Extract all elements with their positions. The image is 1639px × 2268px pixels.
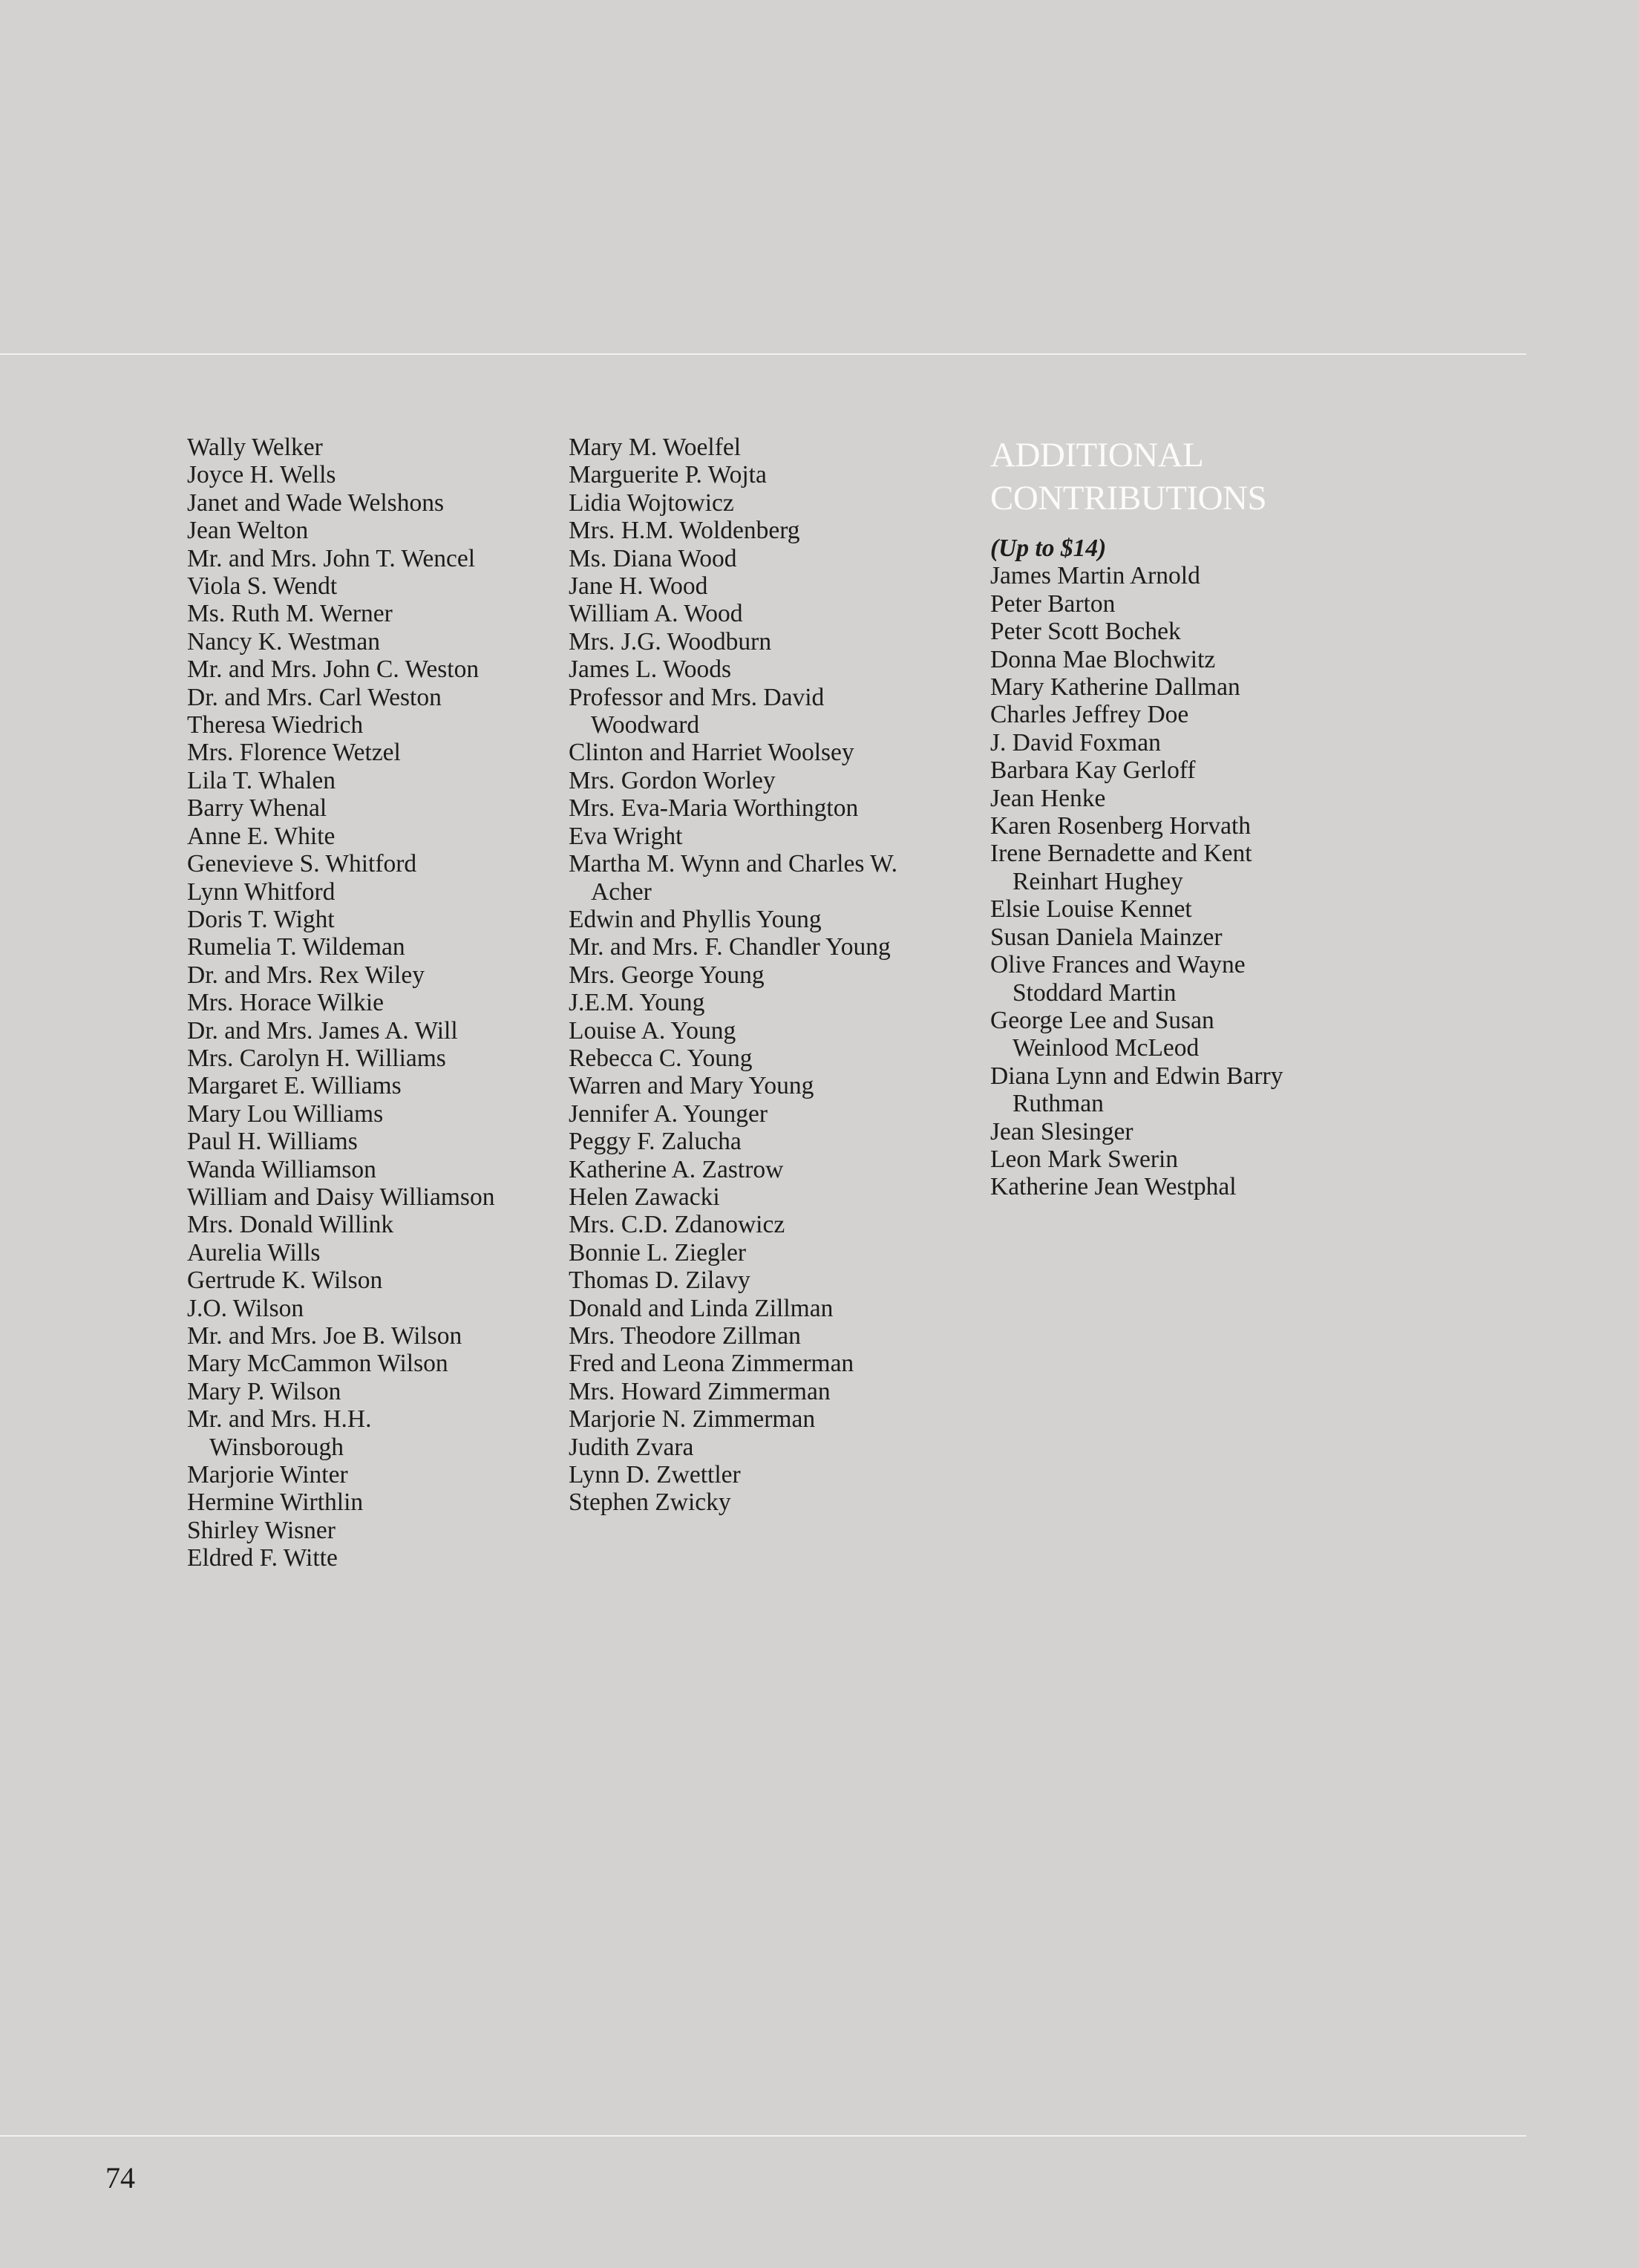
- donor-name: Anne E. White: [187, 822, 336, 850]
- donor-name: Jean Henke: [990, 784, 1106, 812]
- donor-name: Marguerite P. Wojta: [569, 461, 767, 489]
- donor-name: Peter Scott Bochek: [990, 618, 1181, 646]
- donor-name: Genevieve S. Whitford: [187, 850, 417, 878]
- donor-name: Joyce H. Wells: [187, 461, 336, 489]
- donor-name: Jean Slesinger: [990, 1117, 1133, 1146]
- donor-name: Judith Zvara: [569, 1433, 694, 1461]
- donor-name: Dr. and Mrs. Carl Weston: [187, 683, 442, 711]
- donor-column-2: [569, 434, 969, 1517]
- donor-name: Mary P. Wilson: [187, 1377, 341, 1405]
- additional-donor-list: [990, 562, 1406, 1200]
- donor-name: Marjorie N. Zimmerman: [569, 1405, 816, 1434]
- donor-name: Wanda Williamson: [187, 1155, 376, 1183]
- donor-name: Mr. and Mrs. Joe B. Wilson: [187, 1322, 462, 1350]
- donor-name: Mrs. J.G. Woodburn: [569, 627, 772, 656]
- donor-name: Ms. Diana Wood: [569, 544, 737, 572]
- donor-name: Mrs. Gordon Worley: [569, 766, 776, 794]
- donor-name: J. David Foxman: [990, 728, 1161, 756]
- donor-name: Dr. and Mrs. James A. Will: [187, 1016, 458, 1045]
- donor-name: Karen Rosenberg Horvath: [990, 812, 1252, 840]
- donor-name: Barry Whenal: [187, 794, 327, 823]
- donor-name: J.O. Wilson: [187, 1294, 304, 1322]
- donor-name: Stephen Zwicky: [569, 1488, 731, 1517]
- donor-name: Lynn D. Zwettler: [569, 1461, 741, 1489]
- donor-name: Mrs. H.M. Woldenberg: [569, 517, 800, 545]
- donor-name: Mrs. George Young: [569, 961, 765, 989]
- donor-name: Jane H. Wood: [569, 572, 708, 601]
- donor-name: Mr. and Mrs. F. Chandler Young: [569, 933, 891, 961]
- donor-name: James L. Woods: [569, 656, 732, 684]
- donor-name: Katherine A. Zastrow: [569, 1155, 784, 1183]
- donor-name: Mary McCammon Wilson: [187, 1350, 448, 1378]
- donor-name: Ms. Ruth M. Werner: [187, 600, 393, 628]
- donor-name: Mrs. Eva-Maria Worthington: [569, 794, 859, 823]
- donor-name: Lila T. Whalen: [187, 766, 336, 794]
- donor-name: Lidia Wojtowicz: [569, 488, 734, 517]
- donor-name: Leon Mark Swerin: [990, 1145, 1179, 1173]
- donor-name: Rumelia T. Wildeman: [187, 933, 405, 961]
- donor-name: Barbara Kay Gerloff: [990, 756, 1196, 785]
- donor-name: Mrs. C.D. Zdanowicz: [569, 1211, 785, 1239]
- donor-name: Charles Jeffrey Doe: [990, 701, 1189, 729]
- donor-name: Fred and Leona Zimmerman: [569, 1350, 854, 1378]
- donor-name: Eva Wright: [569, 822, 683, 850]
- donor-name: Peter Barton: [990, 589, 1116, 618]
- donor-name: Irene Bernadette and Kent Reinhart Hughey: [990, 840, 1252, 895]
- donor-name: Peggy F. Zalucha: [569, 1128, 742, 1156]
- donor-name: Mrs. Carolyn H. Williams: [187, 1044, 446, 1072]
- donor-name: Jean Welton: [187, 517, 309, 545]
- donor-name: Diana Lynn and Edwin Barry Ruthman: [990, 1062, 1283, 1118]
- donor-name: Mrs. Horace Wilkie: [187, 989, 385, 1017]
- donor-name: Paul H. Williams: [187, 1128, 358, 1156]
- donor-name: Hermine Wirthlin: [187, 1488, 364, 1517]
- donor-name: Marjorie Winter: [187, 1461, 348, 1489]
- bottom-divider: [0, 2135, 1526, 2137]
- donor-name: Theresa Wiedrich: [187, 711, 364, 739]
- donor-name: Mr. and Mrs. John T. Wencel: [187, 544, 476, 572]
- donor-name: William A. Wood: [569, 600, 743, 628]
- donor-name: Eldred F. Witte: [187, 1544, 338, 1572]
- donor-name: Dr. and Mrs. Rex Wiley: [187, 961, 425, 989]
- donor-name: Professor and Mrs. David Woodward: [569, 683, 825, 739]
- donor-column-1: [187, 434, 558, 1572]
- donor-name: Elsie Louise Kennet: [990, 895, 1192, 924]
- donor-name: Margaret E. Williams: [187, 1072, 402, 1100]
- donor-name: Nancy K. Westman: [187, 627, 380, 656]
- donor-name: Louise A. Young: [569, 1016, 736, 1045]
- donor-name: Thomas D. Zilavy: [569, 1267, 750, 1295]
- page-number: 74: [105, 2161, 135, 2195]
- donor-name: Mary M. Woelfel: [569, 434, 742, 461]
- donor-name: Doris T. Wight: [187, 905, 335, 933]
- donor-name: Bonnie L. Ziegler: [569, 1238, 747, 1267]
- donor-name: Mr. and Mrs. H.H. Winsborough: [187, 1405, 372, 1461]
- donor-name: Viola S. Wendt: [187, 572, 338, 601]
- donor-name: Helen Zawacki: [569, 1183, 720, 1211]
- donor-name: George Lee and Susan Weinlood McLeod: [990, 1006, 1214, 1062]
- donor-name: Rebecca C. Young: [569, 1044, 753, 1072]
- donor-name: Edwin and Phyllis Young: [569, 905, 822, 933]
- donor-name: Lynn Whitford: [187, 878, 336, 906]
- donor-name: Donald and Linda Zillman: [569, 1294, 834, 1322]
- donor-name: Katherine Jean Westphal: [990, 1173, 1237, 1201]
- amount-range-note: (Up to $14): [990, 535, 1107, 562]
- donor-name: Shirley Wisner: [187, 1516, 336, 1544]
- donor-name: Aurelia Wills: [187, 1238, 321, 1267]
- top-divider: [0, 353, 1526, 355]
- donor-name: Gertrude K. Wilson: [187, 1267, 383, 1295]
- donor-name: Martha M. Wynn and Charles W. Acher: [569, 850, 898, 906]
- donor-name: Clinton and Harriet Woolsey: [569, 739, 854, 767]
- donor-name: Mr. and Mrs. John C. Weston: [187, 656, 480, 684]
- donor-name: Janet and Wade Welshons: [187, 488, 444, 517]
- additional-contributions: [990, 434, 1406, 1201]
- donor-name: William and Daisy Williamson: [187, 1183, 495, 1211]
- donor-name: Susan Daniela Mainzer: [990, 923, 1223, 951]
- donor-name: Mary Lou Williams: [187, 1099, 384, 1128]
- donor-name: Mrs. Florence Wetzel: [187, 739, 401, 767]
- donor-name: Mrs. Theodore Zillman: [569, 1322, 801, 1350]
- donor-name: J.E.M. Young: [569, 989, 705, 1017]
- section-heading: ADDITIONAL CONTRIBUTIONS: [990, 436, 1267, 517]
- donor-name: Mrs. Howard Zimmerman: [569, 1377, 831, 1405]
- donor-name: Jennifer A. Younger: [569, 1099, 768, 1128]
- donor-name: Donna Mae Blochwitz: [990, 645, 1216, 673]
- donor-name: James Martin Arnold: [990, 562, 1200, 590]
- donor-name: Mrs. Donald Willink: [187, 1211, 394, 1239]
- donor-name: Warren and Mary Young: [569, 1072, 814, 1100]
- donor-name: Olive Frances and Wayne Stoddard Martin: [990, 951, 1246, 1007]
- donor-name: Wally Welker: [187, 434, 323, 461]
- donor-name: Mary Katherine Dallman: [990, 673, 1240, 702]
